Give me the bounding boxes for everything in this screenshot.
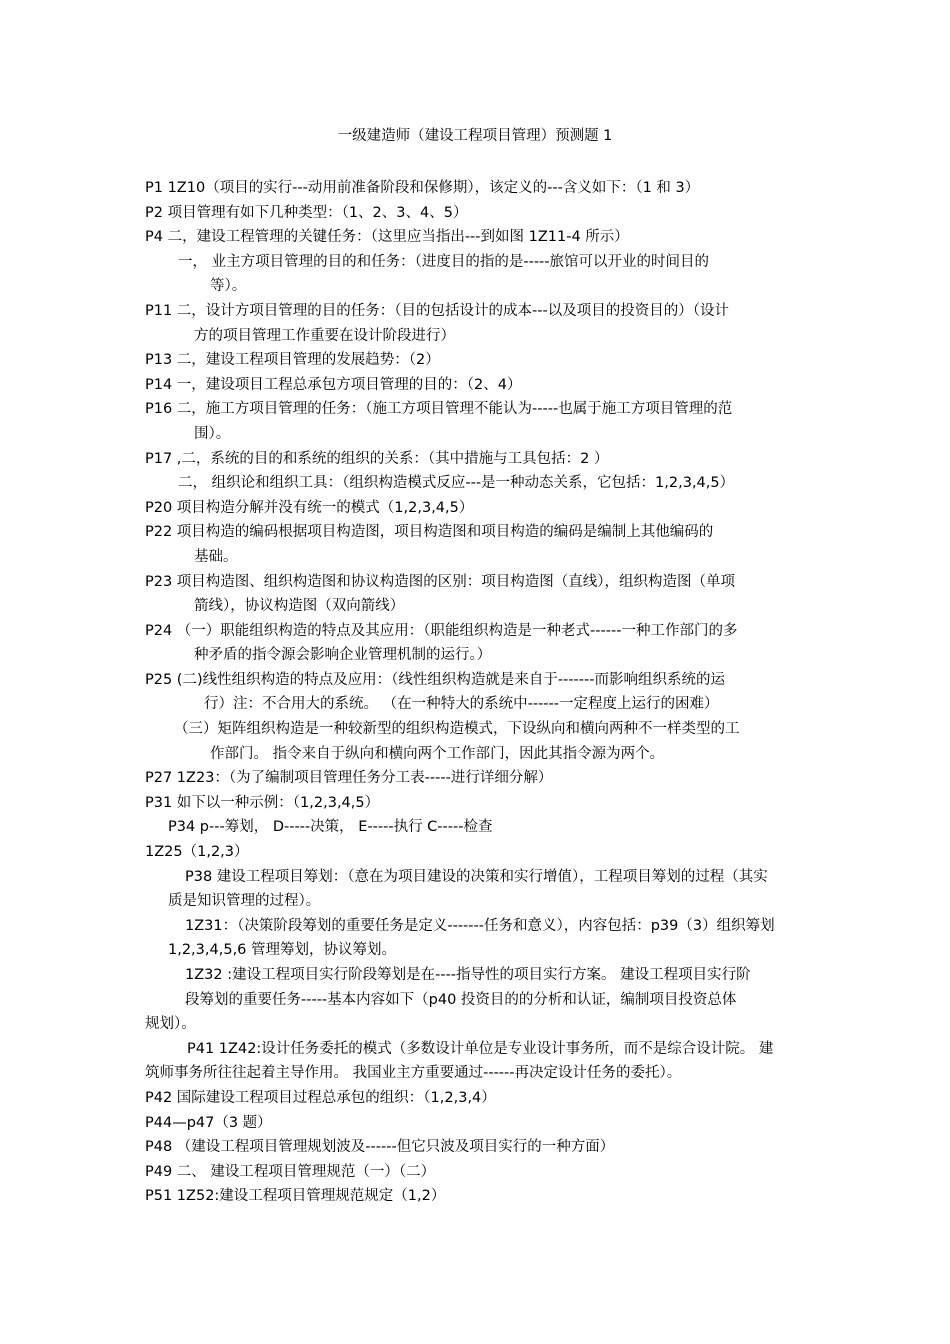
document-line: P17 ,二，系统的目的和系统的组织的关系：（其中措施与工具包括：2 ） (145, 450, 609, 467)
document-line: 等）。 (210, 278, 247, 295)
document-line: P14 一，建设项目工程总承包方项目管理的目的：（2、4） (145, 376, 522, 393)
document-line: 1Z31：（决策阶段筹划的重要任务是定义-------任务和意义），内容包括：p39（3）组织筹划 (185, 917, 775, 934)
document-body (0, 176, 950, 1209)
document-line: P27 1Z23：（为了编制项目管理任务分工表-----进行详细分解） (145, 770, 553, 787)
document-line: P34 p---筹划， D-----决策， E-----执行 C-----检查 (168, 819, 493, 836)
document-line: P44—p47（3 题） (145, 1114, 272, 1131)
document-line: P23 项目构造图、组织构造图和协议构造图的区别：项目构造图（直线），组织构造图（单项 (145, 573, 736, 590)
document-line: P16 二，施工方项目管理的任务：（施工方项目管理不能认为-----也属于施工方项目管理的范 (145, 401, 733, 418)
document-line: 质是知识管理的过程）。 (168, 893, 321, 910)
document-line: 筑师事务所往往起着主导作用。 我国业主方重要通过------再决定设计任务的委托）。 (145, 1065, 682, 1082)
document-line: P41 1Z42:设计任务委托的模式（多数设计单位是专业设计事务所，而不是综合设计院。 建 (187, 1040, 774, 1057)
document-line: 行）注：不合用大的系统。 （在一种特大的系统中------一定程度上运行的困难） (204, 696, 719, 713)
document-line: 1,2,3,4,5,6 管理筹划，协议筹划。 (168, 942, 397, 959)
document-line: 基础。 (194, 548, 238, 565)
document-line: P38 建设工程项目筹划：（意在为项目建设的决策和实行增值），工程项目筹划的过程（其实 (185, 868, 768, 885)
document-line: 段筹划的重要任务-----基本内容如下（p40 投资目的的分析和认证，编制项目投资总体 (185, 991, 737, 1008)
document-line: P42 国际建设工程项目过程总承包的组织：（1,2,3,4） (145, 1089, 496, 1106)
document-line: P11 二，设计方项目管理的目的任务：（目的包括设计的成本---以及项目的投资目的）（设计 (145, 302, 729, 319)
document-line: P1 1Z10（项目的实行---动用前准备阶段和保修期），该定义的---含义如下：（1 和 3） (145, 180, 700, 196)
document-line: 方的项目管理工作重要在设计阶段进行） (194, 327, 455, 344)
document-line: P51 1Z52:建设工程项目管理规范规定（1,2） (145, 1188, 446, 1205)
document-line: P48 （建设工程项目管理规划波及------但它只波及项目实行的一种方面） (145, 1139, 615, 1156)
document-line: P13 二，建设工程项目管理的发展趋势：（2） (145, 352, 440, 369)
document-line: P2 项目管理有如下几种类型：（1、2、3、4、5） (145, 204, 468, 221)
document-line: 围）。 (194, 425, 231, 442)
document-line: P31 如下以一种示例：（1,2,3,4,5） (145, 794, 380, 811)
document-line: P4 二，建设工程管理的关键任务：（这里应当指出---到如图 1Z11-4 所示） (145, 229, 629, 246)
document-line: 二， 组织论和组织工具：（组织构造模式反应---是一种动态关系，它包括：1,2,3,4,5） (178, 475, 735, 492)
document-line: 箭线），协议构造图（双向箭线） (194, 598, 405, 615)
document-line: P25 (二)线性组织构造的特点及应用：（线性组织构造就是来自于-------而影响组织系统的运 (145, 671, 725, 688)
document-line: 一， 业主方项目管理的目的和任务：（进度目的指的是-----旅馆可以开业的时间目的 (178, 253, 710, 270)
document-line: 1Z25（1,2,3） (145, 844, 249, 861)
document-line: 种矛盾的指令源会影响企业管理机制的运行。） (194, 647, 492, 664)
document-line: P22 项目构造的编码根据项目构造图，项目构造图和项目构造的编码是编制上其他编码的 (145, 524, 714, 541)
document-line: 作部门。 指令来自于纵向和横向两个工作部门，因此其指令源为两个。 (210, 745, 665, 762)
document-line: （三）矩阵组织构造是一种较新型的组织构造模式，下设纵向和横向两种不一样类型的工 (174, 721, 740, 738)
document-line: P24 （一）职能组织构造的特点及其应用：（职能组织构造是一种老式------一种工作部门的多 (145, 622, 738, 639)
document-line: P20 项目构造分解并没有统一的模式（1,2,3,4,5） (145, 499, 474, 516)
document-line: 规划）。 (145, 1016, 196, 1033)
document-line: P49 二、 建设工程项目管理规范（一）（二） (145, 1163, 436, 1180)
page-title: 一级建造师（建设工程项目管理）预测题 1 (337, 128, 613, 144)
document-line: 1Z32 :建设工程项目实行阶段筹划是在----指导性的项目实行方案。 建设工程项目实行阶 (185, 967, 751, 983)
